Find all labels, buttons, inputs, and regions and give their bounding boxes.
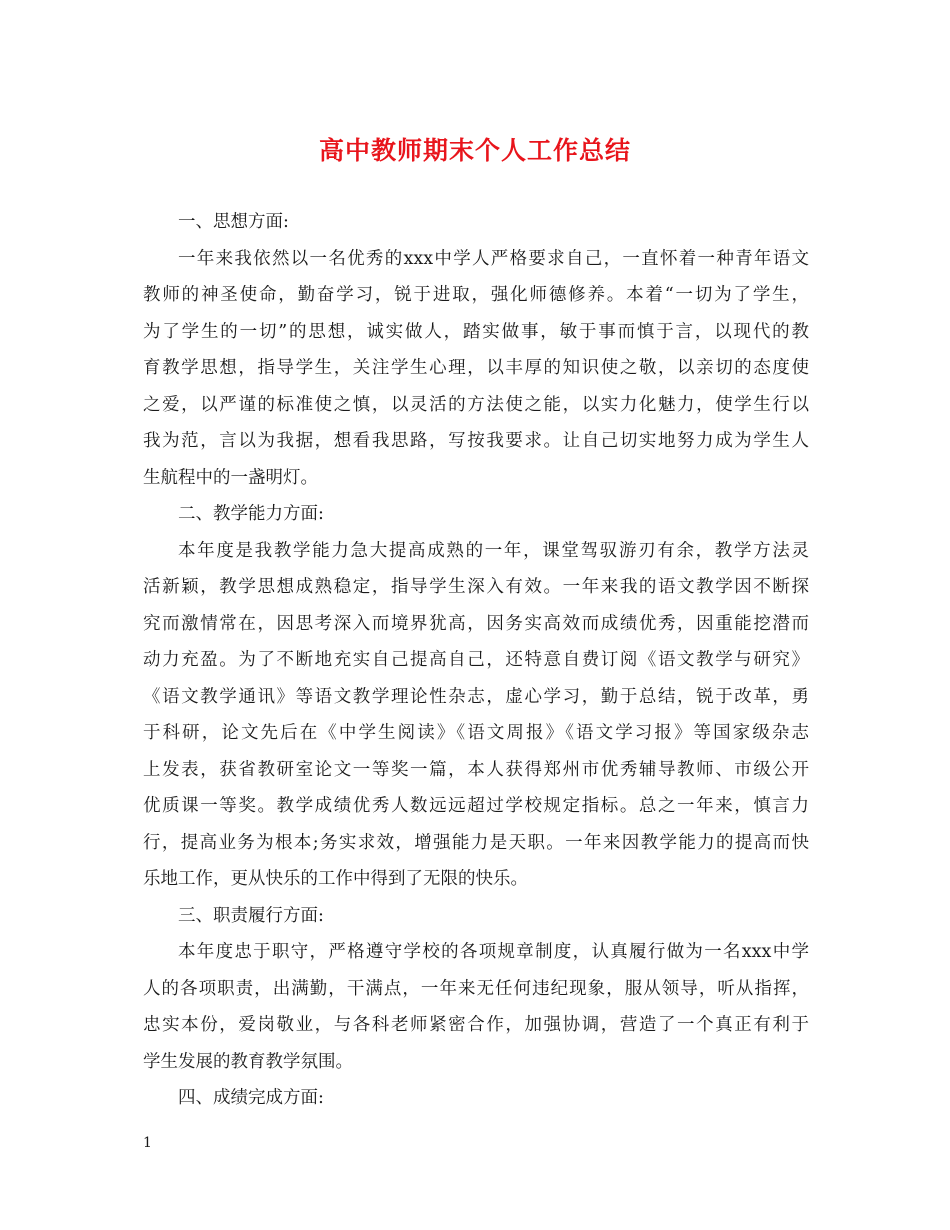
paragraph-line: 活新颖，教学思想成熟稳定，指导学生深入有效。一年来我的语文教学因不断探 [143,577,809,597]
paragraph-line: 育教学思想，指导学生，关注学生心理，以丰厚的知识使之敬，以亲切的态度使 [143,358,809,378]
paragraph-line: 之爱，以严谨的标准使之慎，以灵活的方法使之能，以实力化魅力，使学生行以 [143,394,809,415]
paragraph-line: 优质课一等奖。教学成绩优秀人数远远超过学校规定指标。总之一年来，慎言力 [143,796,809,816]
paragraph-line: 教师的神圣使命，勤奋学习，锐于进取，强化师德修养。本着“一切为了学生， [143,285,809,305]
paragraph-line: 行，提高业务为根本;务实求效，增强能力是天职。一年来因教学能力的提高而快 [143,832,809,853]
section-heading-teaching: 二、教学能力方面: [178,504,324,524]
document-body [143,204,809,1117]
paragraph-line: 乐地工作，更从快乐的工作中得到了无限的快乐。 [143,869,528,889]
paragraph-line: 本年度忠于职守，严格遵守学校的各项规章制度，认真履行做为一名xxx中学 [178,942,809,962]
paragraph-line: 一年来我依然以一名优秀的xxx中学人严格要求自己，一直怀着一种青年语文 [178,248,809,269]
section-heading-duties: 三、职责履行方面: [178,905,324,926]
section-heading-thought: 一、思想方面: [178,212,289,232]
paragraph-line: 人的各项职责，出满勤，干满点，一年来无任何违纪现象，服从领导，听从指挥， [143,978,809,999]
paragraph-line: 《语文教学通讯》等语文教学理论性杂志，虚心学习，勤于总结，锐于改革，勇 [143,686,809,707]
section-heading-results: 四、成绩完成方面: [178,1088,324,1108]
paragraph-line: 生航程中的一盏明灯。 [143,467,318,488]
paragraph-line: 学生发展的教育教学氛围。 [143,1051,353,1072]
paragraph-line: 究而激情常在，因思考深入而境界犹高，因务实高效而成绩优秀，因重能挖潜而 [143,613,809,634]
document-title: 高中教师期末个人工作总结 [318,136,631,165]
paragraph-line: 动力充盈。为了不断地充实自己提高自己，还特意自费订阅《语文教学与研究》 [143,650,809,670]
paragraph-line: 本年度是我教学能力急大提高成熟的一年，课堂驾驭游刃有余，教学方法灵 [178,540,809,561]
paragraph-line: 忠实本份，爱岗敬业，与各科老师紧密合作，加强协调，营造了一个真正有利于 [143,1015,809,1035]
page-number: 1 [143,1135,152,1151]
paragraph-line: 我为范，言以为我据，想看我思路，写按我要求。让自己切实地努力成为学生人 [143,431,809,451]
paragraph-line: 于科研，论文先后在《中学生阅读》《语文周报》《语文学习报》等国家级杂志 [143,723,809,743]
paragraph-line: 为了学生的一切”的思想，诚实做人，踏实做事，敏于事而慎于言，以现代的教 [143,321,809,342]
paragraph-line: 上发表，获省教研室论文一等奖一篇，本人获得郑州市优秀辅导教师、市级公开 [143,759,809,780]
